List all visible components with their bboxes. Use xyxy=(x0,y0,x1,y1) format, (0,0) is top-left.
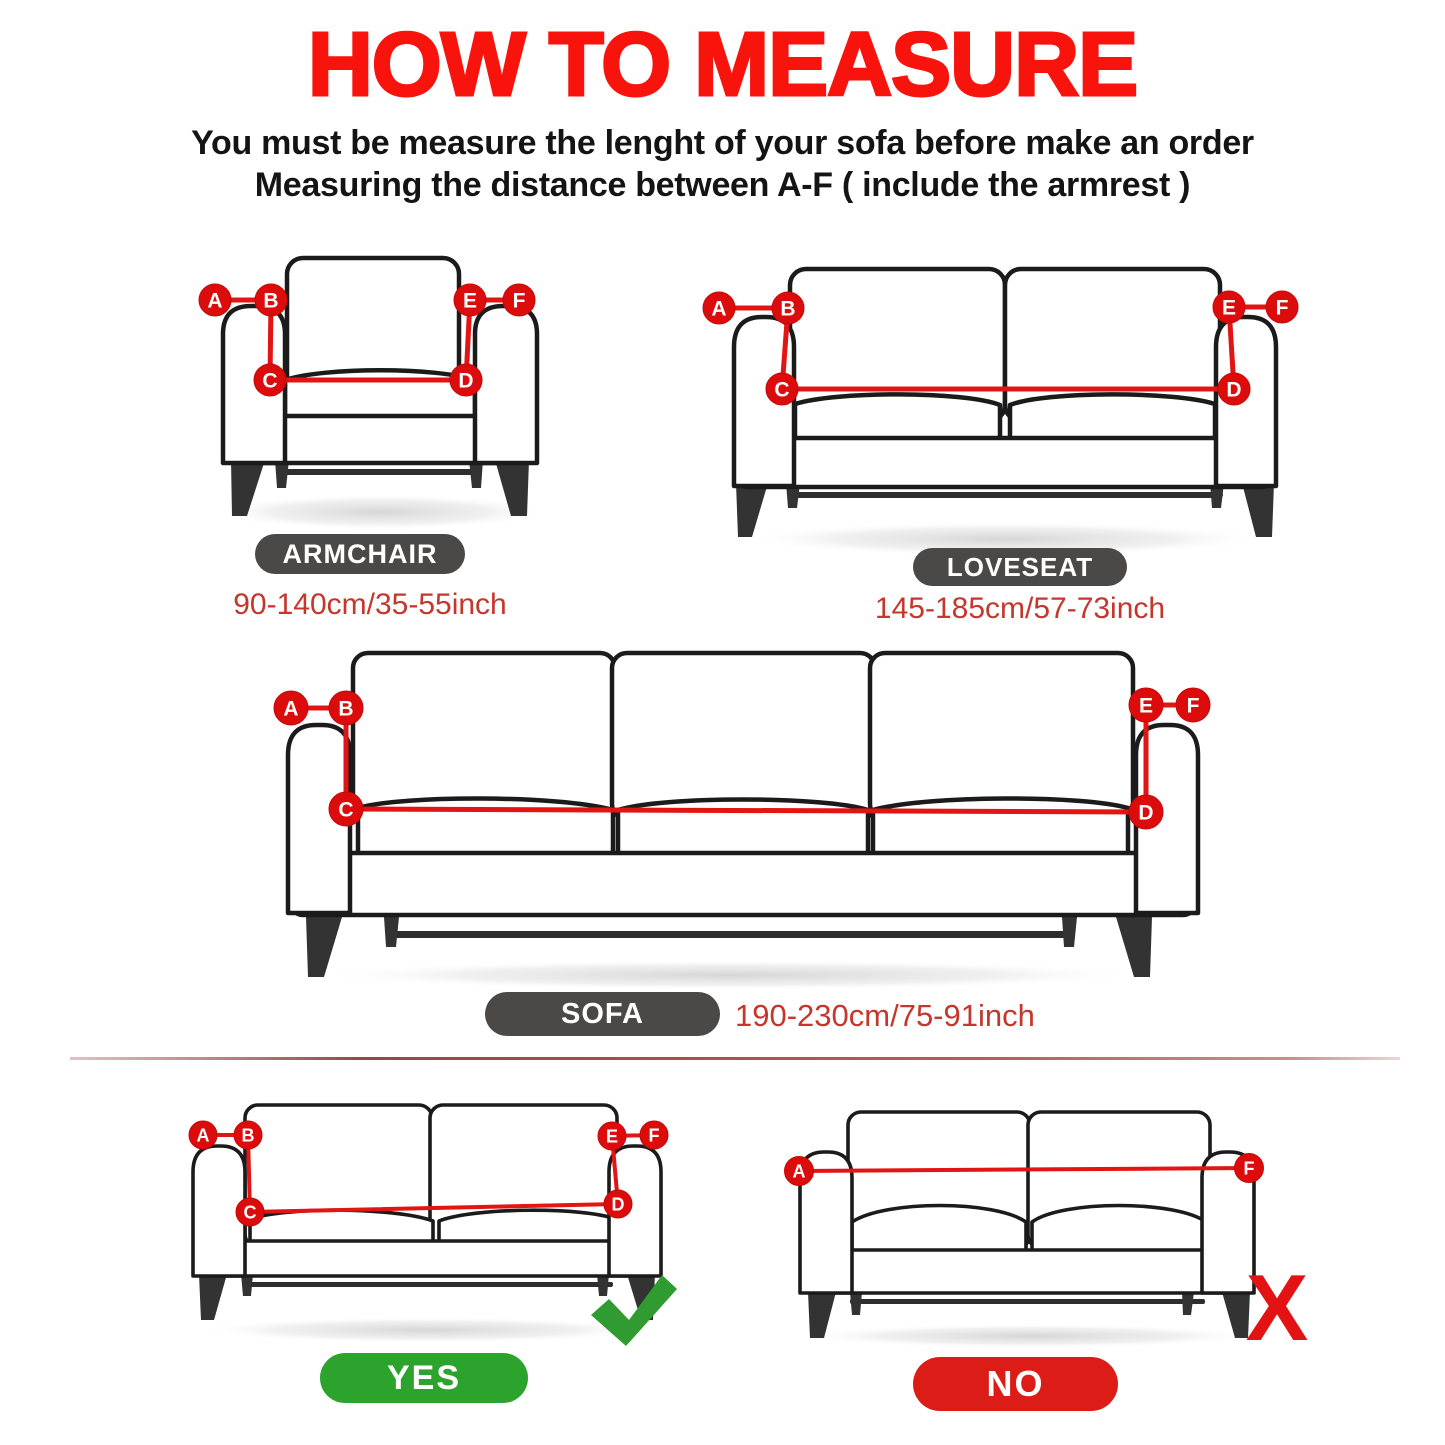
svg-text:E: E xyxy=(605,1126,619,1147)
marker-a xyxy=(703,292,735,324)
svg-text:E: E xyxy=(1221,296,1237,320)
marker-e xyxy=(454,284,486,316)
marker-d xyxy=(450,364,482,396)
leg xyxy=(736,483,768,537)
marker-f xyxy=(1235,1154,1264,1183)
marker-c xyxy=(766,373,798,405)
leg xyxy=(1182,1292,1194,1315)
loveseat-label-pill: LOVESEAT xyxy=(913,548,1127,586)
back-cushion xyxy=(353,653,615,819)
base-rail xyxy=(736,438,1274,487)
armrest-right xyxy=(475,306,537,463)
marker-d xyxy=(1218,373,1250,405)
floor-shadow xyxy=(197,1317,657,1343)
page-title: HOW TO MEASURE xyxy=(307,15,1138,115)
leg-stretcher xyxy=(245,1282,613,1287)
leg xyxy=(384,917,399,947)
leg-stretcher xyxy=(788,492,1223,498)
svg-text:B: B xyxy=(338,697,354,721)
leg xyxy=(199,1274,227,1320)
svg-text:C: C xyxy=(262,369,278,393)
marker-b xyxy=(234,1121,262,1149)
svg-text:A: A xyxy=(196,1125,210,1146)
base-rail xyxy=(195,1241,660,1276)
svg-text:A: A xyxy=(711,297,727,321)
svg-text:E: E xyxy=(462,289,478,313)
svg-text:F: F xyxy=(512,289,526,313)
loveseat-size-range: 145-185cm/57-73inch xyxy=(874,592,1166,625)
svg-text:F: F xyxy=(1186,694,1200,718)
svg-text:E: E xyxy=(1138,694,1154,718)
marker-a xyxy=(274,691,308,725)
marker-e xyxy=(598,1122,626,1150)
loveseat-diagram xyxy=(700,255,1310,585)
leg-stretcher xyxy=(388,931,1068,938)
floor-shadow xyxy=(212,494,548,530)
loveseat-drawing xyxy=(800,1112,1260,1348)
sofa-diagram xyxy=(258,645,1203,990)
marker-a xyxy=(785,1157,814,1186)
marker-b xyxy=(329,691,363,725)
leg xyxy=(1062,917,1077,947)
marker-e xyxy=(1213,291,1245,323)
svg-text:B: B xyxy=(780,297,796,321)
marker-c xyxy=(254,364,286,396)
svg-text:C: C xyxy=(243,1202,257,1223)
marker-f xyxy=(503,284,535,316)
marker-c xyxy=(236,1198,264,1226)
svg-text:D: D xyxy=(458,369,474,393)
svg-text:A: A xyxy=(207,289,223,313)
incorrect-measure-diagram xyxy=(780,1100,1340,1360)
marker-d xyxy=(1129,795,1163,829)
marker-e xyxy=(1129,688,1163,722)
section-divider xyxy=(70,1057,1400,1060)
marker-a xyxy=(189,1121,217,1149)
svg-text:D: D xyxy=(611,1194,625,1215)
correct-measure-diagram xyxy=(165,1100,710,1360)
svg-text:C: C xyxy=(774,378,790,402)
armchair-diagram xyxy=(185,230,575,565)
svg-text:D: D xyxy=(1138,801,1154,825)
subtitle-line-1: You must be measure the lenght of your sofa before make an order xyxy=(191,124,1254,162)
svg-text:B: B xyxy=(263,289,279,313)
marker-f xyxy=(1176,688,1210,722)
marker-f xyxy=(1266,291,1298,323)
marker-c xyxy=(329,792,363,826)
marker-d xyxy=(604,1190,632,1218)
svg-text:D: D xyxy=(1226,378,1242,402)
svg-text:F: F xyxy=(648,1125,660,1146)
leg xyxy=(850,1292,862,1315)
svg-text:F: F xyxy=(1275,296,1289,320)
back-cushion xyxy=(612,653,875,819)
svg-text:A: A xyxy=(283,697,299,721)
no-badge: NO xyxy=(913,1357,1118,1411)
marker-b xyxy=(255,284,287,316)
svg-text:C: C xyxy=(338,798,354,822)
leg xyxy=(1116,917,1152,977)
svg-text:A: A xyxy=(792,1161,806,1182)
marker-b xyxy=(772,292,804,324)
subtitle-line-2: Measuring the distance between A-F ( include the armrest ) xyxy=(254,166,1191,204)
loveseat-drawing xyxy=(734,269,1276,556)
floor-shadow xyxy=(800,1324,1260,1348)
marker-a xyxy=(199,284,231,316)
svg-text:F: F xyxy=(1243,1158,1255,1179)
sofa-drawing xyxy=(288,653,1198,990)
leg xyxy=(306,917,342,977)
sofa-label-pill: SOFA xyxy=(485,992,720,1036)
svg-text:B: B xyxy=(241,1125,255,1146)
marker-f xyxy=(640,1121,668,1149)
leg-stretcher xyxy=(850,1299,1205,1304)
yes-badge: YES xyxy=(320,1353,528,1403)
loveseat-drawing xyxy=(193,1105,661,1343)
armchair-size-range: 90-140cm/35-55inch xyxy=(233,588,507,621)
base-rail xyxy=(290,853,1196,915)
base-rail xyxy=(802,1250,1252,1293)
back-cushion xyxy=(870,653,1133,819)
floor-shadow xyxy=(315,960,1145,990)
armchair-label-pill: ARMCHAIR xyxy=(255,534,465,574)
leg-stretcher xyxy=(280,469,475,475)
sofa-size-range: 190-230cm/75-91inch xyxy=(735,998,1035,1033)
x-icon: X xyxy=(1245,1255,1309,1360)
leg xyxy=(1242,483,1274,537)
